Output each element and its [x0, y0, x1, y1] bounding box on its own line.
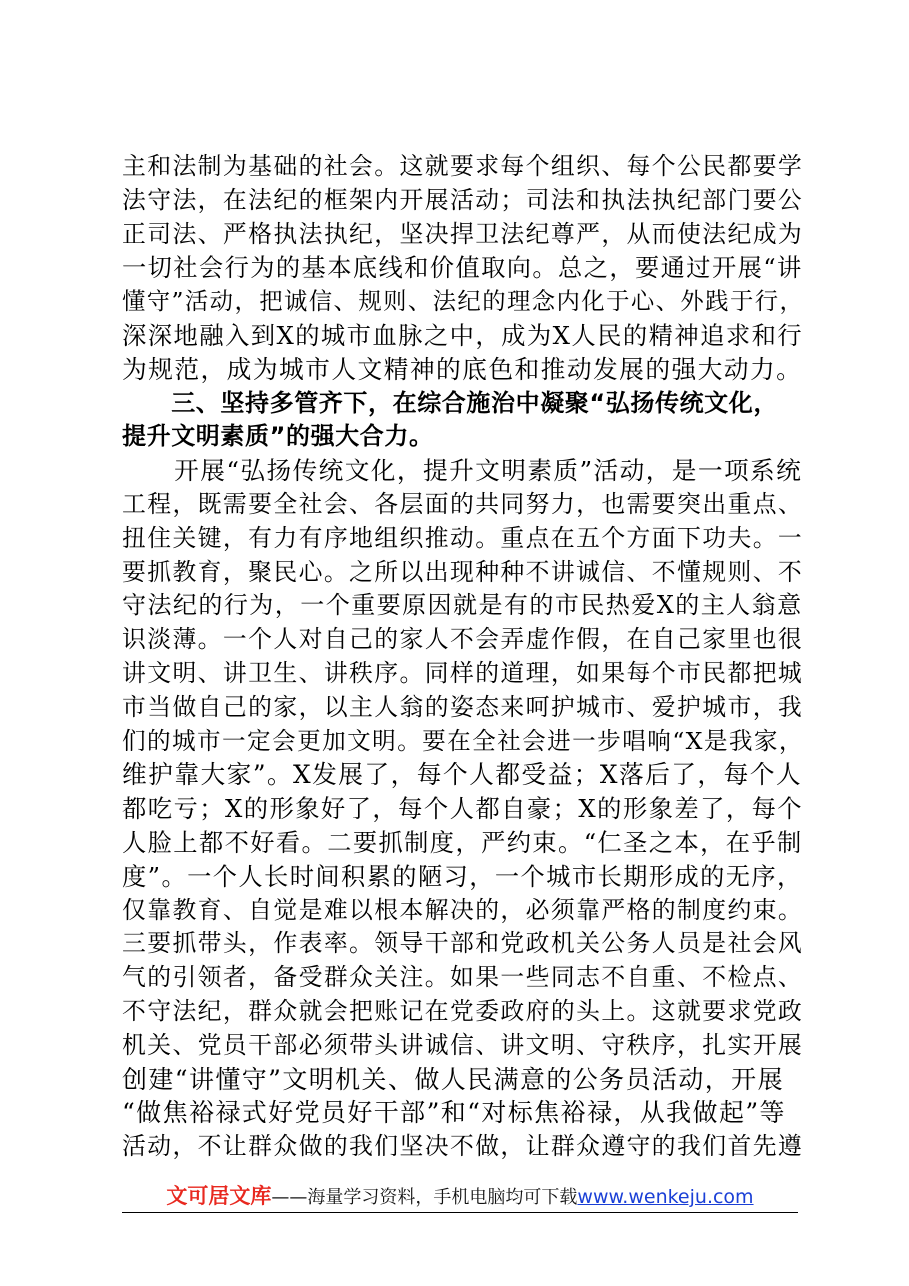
paragraph-line: 主和法制为基础的社会。这就要求每个组织、每个公民都要学	[122, 152, 804, 180]
paragraph-line: 懂守”活动，把诚信、规则、法纪的理念内化于心、外践于行，	[122, 287, 805, 316]
paragraph-line: 开展“弘扬传统文化，提升文明素质”活动，是一项系统	[122, 456, 803, 486]
paragraph-line: 仅靠教育、自觉是难以根本解决的，必须靠严格的制度约束。	[122, 895, 804, 924]
paragraph-line: 创建“讲懂守”文明机关、做人民满意的公务员活动，开展	[122, 1064, 784, 1094]
footer-url-link[interactable]: www.wenkeju.com	[577, 1186, 754, 1208]
paragraph-line: 们的城市一定会更加文明。要在全社会进一步唱响“X是我家，	[122, 726, 804, 755]
paragraph-line: 工程，既需要全社会、各层面的共同努力，也需要突出重点、	[122, 489, 804, 518]
paragraph-line: 维护靠大家”。X发展了，每个人都受益；X落后了，每个人	[122, 760, 803, 790]
paragraph-line: 度”。一个人长时间积累的陋习，一个城市长期形成的无序，	[122, 861, 803, 891]
footer-divider	[122, 1212, 798, 1213]
paragraph-line: 为规范，成为城市人文精神的底色和推动发展的强大动力。	[122, 354, 803, 384]
paragraph-line: 机关、党员干部必须带头讲诚信、讲文明、守秩序，扎实开展	[122, 1030, 804, 1059]
paragraph-line: 深深地融入到X的城市血脉之中，成为X人民的精神追求和行	[122, 320, 804, 350]
footer-brand: 文可居文库	[166, 1184, 272, 1208]
section-heading-line: 提升文明素质”的强大合力。	[122, 422, 434, 451]
footer-banner	[122, 1183, 798, 1213]
paragraph-line: “做焦裕禄式好党员好干部”和“对标焦裕禄，从我做起”等	[122, 1098, 786, 1128]
paragraph-line: 要抓教育，聚民心。之所以出现种种不讲诚信、不懂规则、不	[122, 557, 804, 586]
paragraph-line: 法守法，在法纪的框架内开展活动；司法和执法执纪部门要公	[122, 185, 804, 214]
paragraph-line: 扭住关键，有力有序地组织推动。重点在五个方面下功夫。一	[122, 523, 804, 552]
paragraph-line: 三要抓带头，作表率。领导干部和党政机关公务人员是社会风	[122, 929, 804, 958]
paragraph-line: 讲文明、讲卫生、讲秩序。同样的道理，如果每个市民都把城	[122, 658, 804, 687]
paragraph-line: 气的引领者，备受群众关注。如果一些同志不自重、不检点、	[122, 963, 804, 992]
footer-tagline: ——海量学习资料，手机电脑均可下载	[271, 1187, 578, 1208]
section-heading-line: 三、坚持多管齐下，在综合施治中凝聚“弘扬传统文化，	[122, 388, 778, 417]
paragraph-line: 识淡薄。一个人对自己的家人不会弄虚作假，在自己家里也很	[122, 625, 804, 654]
document-body	[122, 150, 805, 1164]
paragraph-line: 都吃亏；X的形象好了，每个人都自豪；X的形象差了，每个	[122, 794, 804, 824]
paragraph-line: 守法纪的行为，一个重要原因就是有的市民热爱X的主人翁意	[122, 591, 803, 620]
paragraph-line: 市当做自己的家，以主人翁的姿态来呵护城市、爱护城市，我	[122, 692, 804, 721]
paragraph-line: 人脸上都不好看。二要抓制度，严约束。“仁圣之本，在乎制	[122, 827, 803, 857]
paragraph-line: 活动，不让群众做的我们坚决不做，让群众遵守的我们首先遵	[122, 1132, 804, 1161]
paragraph-line: 不守法纪，群众就会把账记在党委政府的头上。这就要求党政	[122, 996, 804, 1025]
paragraph-line: 正司法、严格执法执纪，坚决捍卫法纪尊严，从而使法纪成为	[122, 219, 804, 248]
paragraph-line: 一切社会行为的基本底线和价值取向。总之，要通过开展“讲	[122, 253, 803, 283]
